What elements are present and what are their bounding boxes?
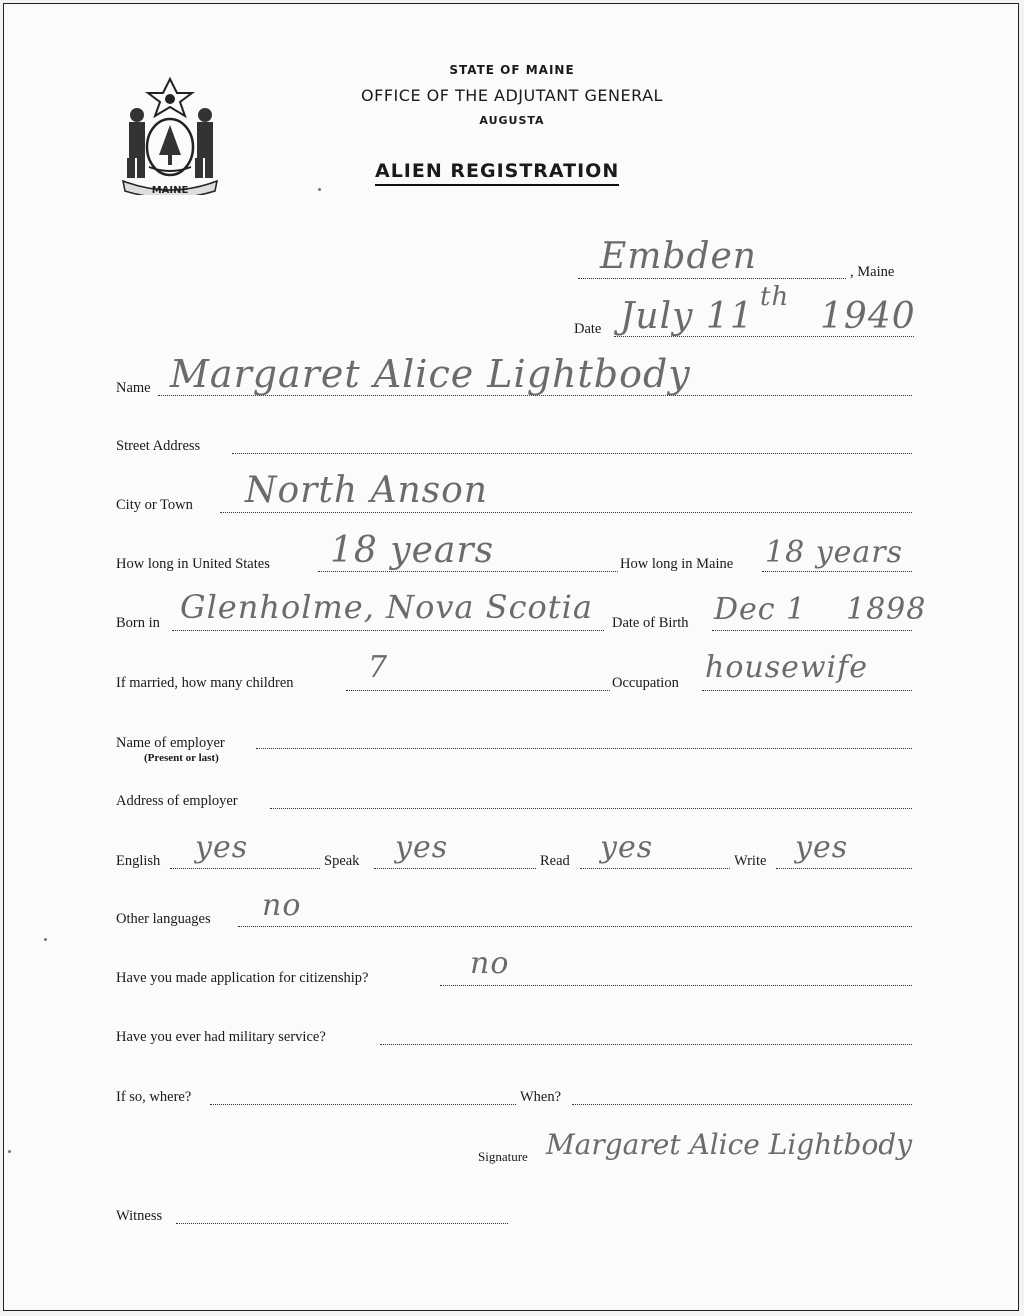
where-line (210, 1104, 516, 1105)
citizenship-line (440, 985, 912, 986)
witness-line (176, 1223, 508, 1224)
dob-line (712, 630, 912, 631)
citizenship-label: Have you made application for citizenship? (116, 970, 369, 986)
speak-label: Speak (324, 853, 360, 869)
children-label: If married, how many children (116, 675, 294, 691)
born-in-value: Glenholme, Nova Scotia (180, 588, 593, 626)
speak-value: yes (395, 830, 449, 865)
english-value: yes (195, 830, 249, 865)
employer-address-label: Address of employer (116, 793, 238, 809)
where-label: If so, where? (116, 1089, 192, 1105)
other-languages-value: no (262, 888, 302, 923)
born-in-line (172, 630, 604, 631)
read-label: Read (540, 853, 570, 869)
employer-line (256, 748, 912, 749)
how-long-maine-value: 18 years (765, 535, 904, 570)
form-title: ALIEN REGISTRATION (375, 160, 619, 186)
read-value: yes (600, 830, 654, 865)
scan-speck (44, 938, 47, 941)
when-line (572, 1104, 912, 1105)
dob-label: Date of Birth (612, 615, 689, 631)
how-long-us-line (318, 571, 618, 572)
name-value: Margaret Alice Lightbody (170, 352, 691, 396)
occupation-value: housewife (705, 650, 868, 685)
employer-address-line (270, 808, 912, 809)
name-label: Name (116, 380, 151, 396)
when-label: When? (520, 1089, 562, 1105)
write-label: Write (734, 853, 767, 869)
occupation-label: Occupation (612, 675, 679, 691)
scan-speck (318, 188, 321, 191)
street-line (232, 453, 912, 454)
how-long-maine-label: How long in Maine (620, 556, 734, 572)
employer-note: (Present or last) (144, 752, 219, 764)
scan-speck (8, 1150, 11, 1153)
how-long-maine-line (762, 571, 912, 572)
signature-value: Margaret Alice Lightbody (546, 1128, 913, 1161)
employer-label: Name of employer (116, 735, 225, 751)
city-label: City or Town (116, 497, 193, 513)
city-heading: AUGUSTA (479, 114, 545, 127)
maine-label: , Maine (850, 264, 895, 280)
year-value: 1940 (820, 296, 916, 337)
city-line (220, 512, 912, 513)
read-line (580, 868, 730, 869)
date-suffix: th (760, 282, 790, 312)
how-long-us-value: 18 years (330, 530, 495, 571)
write-value: yes (795, 830, 849, 865)
town-line (578, 278, 846, 279)
state-heading: STATE OF MAINE (449, 63, 575, 77)
speak-line (374, 868, 536, 869)
signature-label: Signature (478, 1149, 528, 1164)
street-label: Street Address (116, 438, 201, 454)
write-line (776, 868, 912, 869)
military-line (380, 1044, 912, 1045)
born-in-label: Born in (116, 615, 160, 631)
other-languages-label: Other languages (116, 911, 211, 927)
date-value: July 11 (620, 296, 754, 337)
military-label: Have you ever had military service? (116, 1029, 326, 1045)
occupation-line (702, 690, 912, 691)
town-value: Embden (600, 236, 757, 277)
english-line (170, 868, 320, 869)
how-long-us-label: How long in United States (116, 556, 270, 572)
citizenship-value: no (470, 946, 510, 981)
office-heading: OFFICE OF THE ADJUTANT GENERAL (361, 86, 663, 105)
seal-text: MAINE (151, 185, 189, 195)
birth-year-value: 1898 (846, 592, 927, 627)
witness-label: Witness (116, 1208, 163, 1224)
children-line (346, 690, 610, 691)
city-value: North Anson (245, 470, 488, 511)
english-label: English (116, 853, 161, 869)
other-languages-line (238, 926, 912, 927)
dob-value: Dec 1 (714, 592, 807, 627)
date-label: Date (574, 321, 602, 337)
children-value: 7 (368, 650, 389, 685)
